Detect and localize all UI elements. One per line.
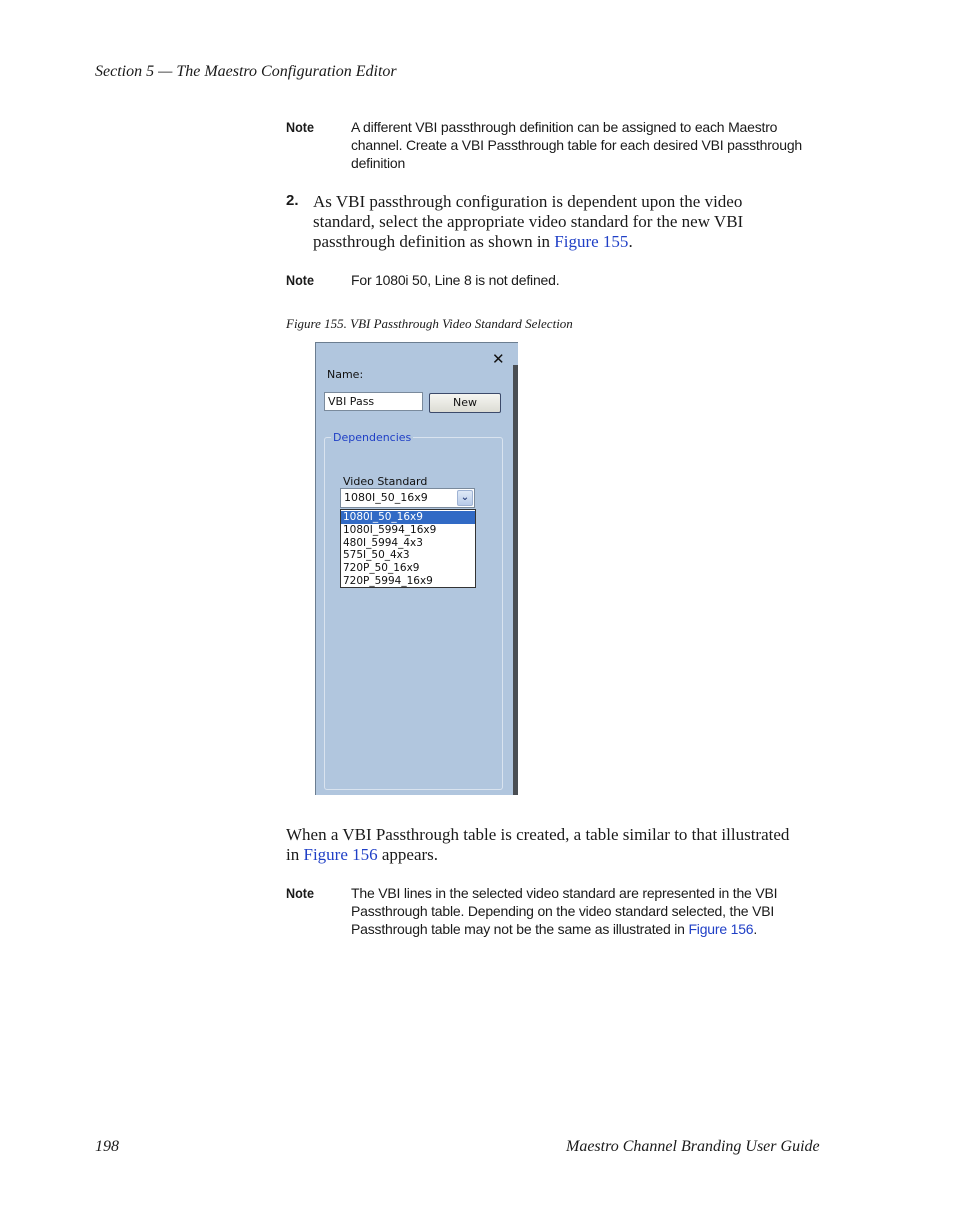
note-label: Note	[286, 885, 315, 901]
footer-title: Maestro Channel Branding User Guide	[566, 1138, 820, 1155]
chevron-down-icon[interactable]: ⌄	[460, 492, 470, 503]
figure-155-link[interactable]: Figure 155	[554, 232, 629, 251]
note-line-text: Passthrough table may not be the same as illustrated in	[351, 921, 689, 937]
close-icon[interactable]: ✕	[492, 350, 505, 368]
note-line: definition	[351, 155, 406, 171]
name-label: Name:	[327, 368, 364, 381]
step-text	[313, 192, 743, 252]
paragraph-line	[286, 845, 789, 865]
note-text	[351, 118, 802, 172]
video-standard-option[interactable]: 480I_5994_4x3	[343, 536, 423, 549]
page-number: 198	[95, 1138, 119, 1155]
paragraph-text-end: appears.	[377, 845, 439, 864]
note-text	[351, 884, 777, 938]
paragraph-text: in	[286, 845, 304, 864]
name-input[interactable]: VBI Pass	[324, 392, 423, 411]
paragraph-line: When a VBI Passthrough table is created, a table similar to that illustrated	[286, 825, 790, 844]
video-standard-option[interactable]: 720P_5994_16x9	[343, 574, 433, 587]
step-number: 2.	[286, 192, 299, 209]
video-standard-option[interactable]: 1080I_5994_16x9	[343, 523, 437, 536]
video-standard-option[interactable]: 575I_50_4x3	[343, 549, 410, 562]
step-line-end: .	[628, 232, 633, 251]
step-line	[313, 232, 743, 252]
note-line-end: .	[753, 921, 758, 937]
dependencies-title: Dependencies	[333, 431, 412, 444]
new-button[interactable]: New	[429, 393, 501, 413]
note-line: A different VBI passthrough definition can be assigned to each Maestro	[351, 119, 778, 135]
video-standard-option[interactable]: 1080I_50_16x9	[341, 511, 475, 524]
note-line: For 1080i 50, Line 8 is not defined.	[351, 272, 560, 288]
note-label: Note	[286, 272, 315, 288]
step-line-text: passthrough definition as shown in	[313, 232, 555, 251]
note-label: Note	[286, 119, 315, 135]
step-line: As VBI passthrough configuration is dependent upon the video	[313, 192, 743, 211]
note-line: Passthrough table. Depending on the video standard selected, the VBI	[351, 903, 775, 919]
video-standard-list	[340, 509, 476, 588]
figure-156-link[interactable]: Figure 156	[303, 845, 378, 864]
video-standard-value: 1080I_50_16x9	[344, 491, 428, 504]
video-standard-option[interactable]: 720P_50_16x9	[343, 562, 420, 575]
running-header: Section 5 — The Maestro Configuration Editor	[95, 63, 397, 80]
body-paragraph	[286, 825, 789, 865]
figure-caption: Figure 155. VBI Passthrough Video Standard Selection	[286, 316, 573, 331]
step-line: standard, select the appropriate video standard for the new VBI	[313, 212, 744, 231]
dialog-edge	[513, 365, 518, 795]
note-line	[351, 920, 777, 938]
note-text	[351, 271, 559, 289]
video-standard-label: Video Standard	[343, 475, 428, 488]
figure-156-link[interactable]: Figure 156	[688, 921, 754, 937]
note-line: The VBI lines in the selected video standard are represented in the VBI	[351, 885, 778, 901]
note-line: channel. Create a VBI Passthrough table for each desired VBI passthrough	[351, 137, 802, 153]
